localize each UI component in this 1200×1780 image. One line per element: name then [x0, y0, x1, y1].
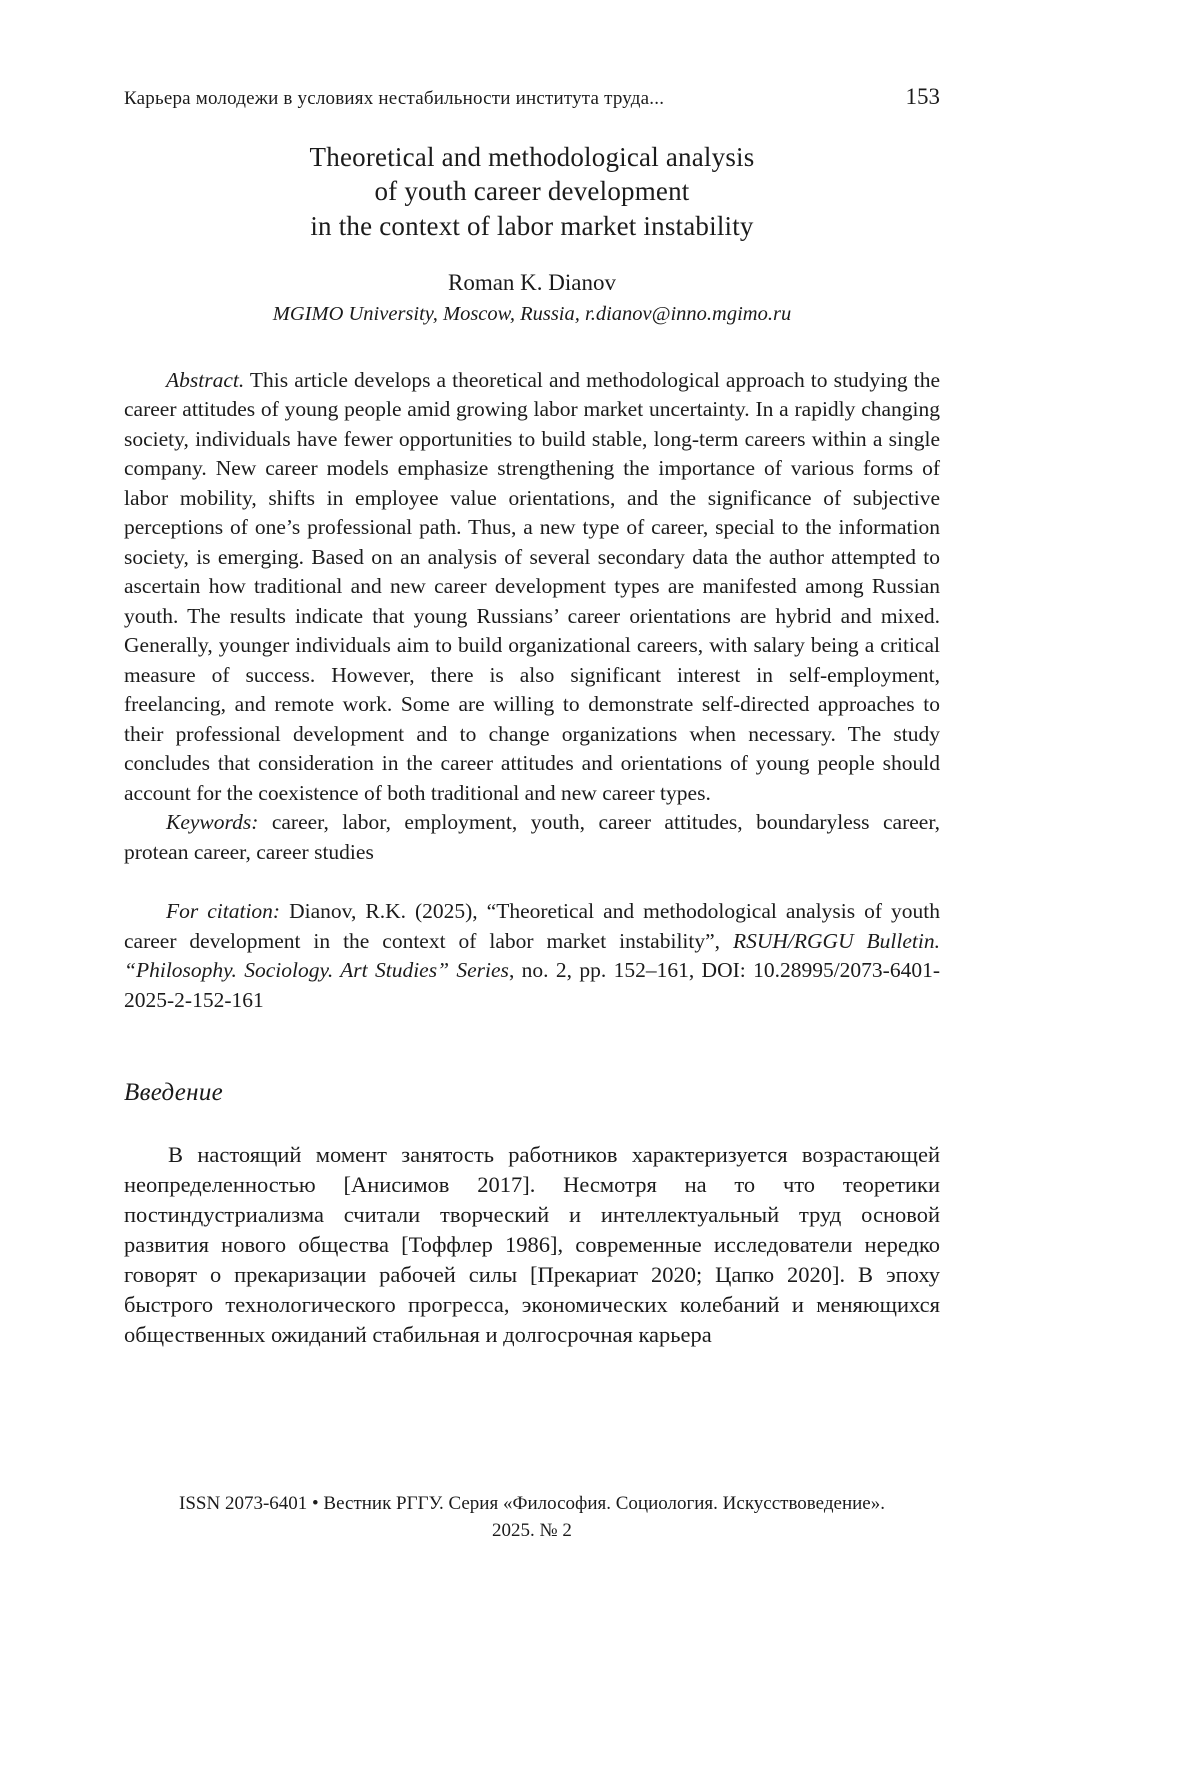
article-title: [124, 140, 940, 243]
footer-issn-line: ISSN 2073-6401 • Вестник РГГУ. Серия «Философия. Социология. Искусствоведение».: [179, 1493, 885, 1514]
page-header: [124, 84, 940, 110]
abstract-text: This article develops a theoretical and methodological approach to studying the career attitudes of young people amid growing labor market uncertainty. In a rapidly changing society, individuals have fewer opportunities to build stable, long-term careers within a single company. New career models emphasize strengthening the importance of various forms of labor mobility, shifts in employee value orientations, and the significance of subjective perceptions of one’s professional path. Thus, a new type of career, special to the information society, is emerging. Based on an analysis of several secondary data the author attempted to ascertain how traditional and new career development types are manifested among Russian youth. The results indicate that young Russians’ career orientations are hybrid and mixed. Generally, younger individuals aim to build organizational careers, with salary being a critical measure of success. However, there is also significant interest in self-employment, freelancing, and remote work. Some are willing to demonstrate self-directed approaches to their professional development and to change organizations when necessary. The study concludes that consideration in the career attitudes and orientations of young people should account for the coexistence of both traditional and new career types.: [124, 367, 940, 805]
page-footer: [124, 1490, 940, 1544]
footer-issue-line: 2025. № 2: [492, 1520, 572, 1541]
article-title-line-1: Theoretical and methodological analysis: [309, 142, 755, 172]
abstract-label: Abstract.: [166, 367, 245, 392]
abstract-paragraph: [124, 366, 940, 809]
citation-journal-name: RSUH/RGGU Bulletin. “Philosophy. Sociology. Art Studies” Series: [124, 928, 940, 983]
author-name: Roman K. Dianov: [447, 269, 616, 295]
section-heading-introduction: Введение: [124, 1079, 224, 1107]
author-affiliation: MGIMO University, Moscow, Russia, r.dianov@inno.mgimo.ru: [272, 302, 792, 325]
citation-paragraph: [124, 897, 940, 1015]
keywords-paragraph: [124, 808, 940, 867]
running-title: Карьера молодежи в условиях нестабильности института труда...: [124, 88, 665, 109]
keywords-label: Keywords:: [166, 810, 259, 835]
article-title-line-2: of youth career development: [374, 176, 690, 207]
body-paragraph: В настоящий момент занятость работников характеризуется возрастающей неопределенностью [Анисимов 2017]. Несмотря на то что теоретики постиндустриализма считали творческий и интеллектуальный труд основой развития нового общества [Тоффлер 1986], современные исследователи нередко говорят о прекаризации рабочей силы [Прекариат 2020; Цапко 2020]. В эпоху быстрого технологического прогресса, экономических колебаний и меняющихся общественных ожиданий стабильная и долгосрочная карьера: [124, 1142, 940, 1348]
citation-text-2: , no. 2, pp. 152–161, DOI: 10.28995/2073-6401-2025-2-152-161: [124, 958, 940, 1012]
article-title-line-3: in the context of labor market instability: [310, 210, 754, 241]
citation-label: For citation:: [166, 899, 281, 924]
page-number: 153: [905, 84, 940, 109]
keywords-text: career, labor, employment, youth, career attitudes, boundaryless career, protean career, career studies: [124, 810, 940, 864]
citation-text-1: Dianov, R.K. (2025), “Theoretical and methodological analysis of youth career development in the context of labor market instability”,: [124, 899, 940, 953]
